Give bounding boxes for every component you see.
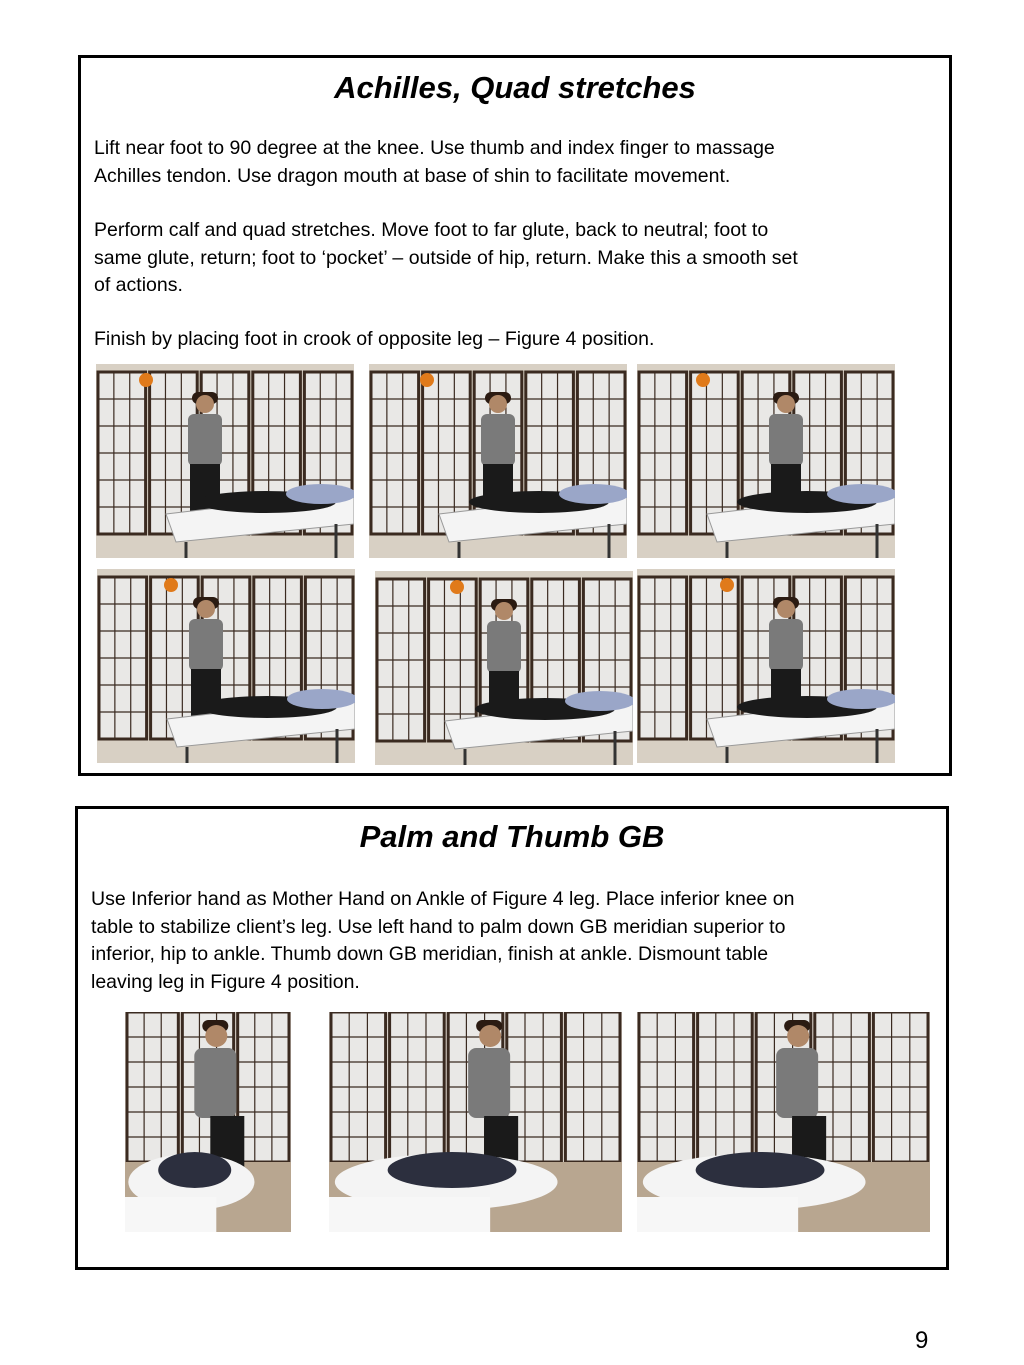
palm-thumb-section (75, 806, 949, 1270)
stretch-photo-6 (637, 569, 895, 763)
palm-photo-3 (637, 1012, 930, 1232)
stretch-photo-5 (375, 571, 633, 765)
section-title: Achilles, Quad stretches (334, 70, 696, 105)
palm-photo-icon (637, 1012, 930, 1232)
palm-photo-2 (329, 1012, 622, 1232)
achilles-quad-section (78, 55, 952, 776)
stretch-photo-icon (96, 364, 354, 558)
stretch-photo-3 (637, 364, 895, 558)
stretch-photo-icon (369, 364, 627, 558)
palm-photo-1 (125, 1012, 291, 1232)
instruction-paragraph: Use Inferior hand as Mother Hand on Ankle of Figure 4 leg. Place inferior knee on table to stabilize client’s leg. Use left hand to palm down GB meridian superior to inferior, hip to ankle. Thumb down GB meridian, finish at ankle. Dismount table leaving leg in Figure 4 position. (91, 888, 795, 993)
instruction-paragraph: Finish by placing foot in crook of opposite leg – Figure 4 position. (94, 328, 655, 350)
instruction-paragraph: Lift near foot to 90 degree at the knee. Use thumb and index finger to massage Achilles tendon. Use dragon mouth at base of shin to facilitate movement. (94, 137, 775, 187)
stretch-photo-4 (97, 569, 355, 763)
stretch-photo-icon (97, 569, 355, 763)
palm-photo-icon (329, 1012, 622, 1232)
stretch-photo-2 (369, 364, 627, 558)
palm-photo-icon (125, 1012, 291, 1232)
instruction-paragraph: Perform calf and quad stretches. Move foot to far glute, back to neutral; foot to same glute, return; foot to ‘pocket’ – outside of hip, return. Make this a smooth set of actions. (94, 219, 798, 296)
stretch-photo-1 (96, 364, 354, 558)
stretch-photo-icon (375, 571, 633, 765)
stretch-photo-icon (637, 569, 895, 763)
stretch-photo-icon (637, 364, 895, 558)
section-title: Palm and Thumb GB (359, 819, 665, 854)
page-number: 9 (915, 1327, 929, 1354)
